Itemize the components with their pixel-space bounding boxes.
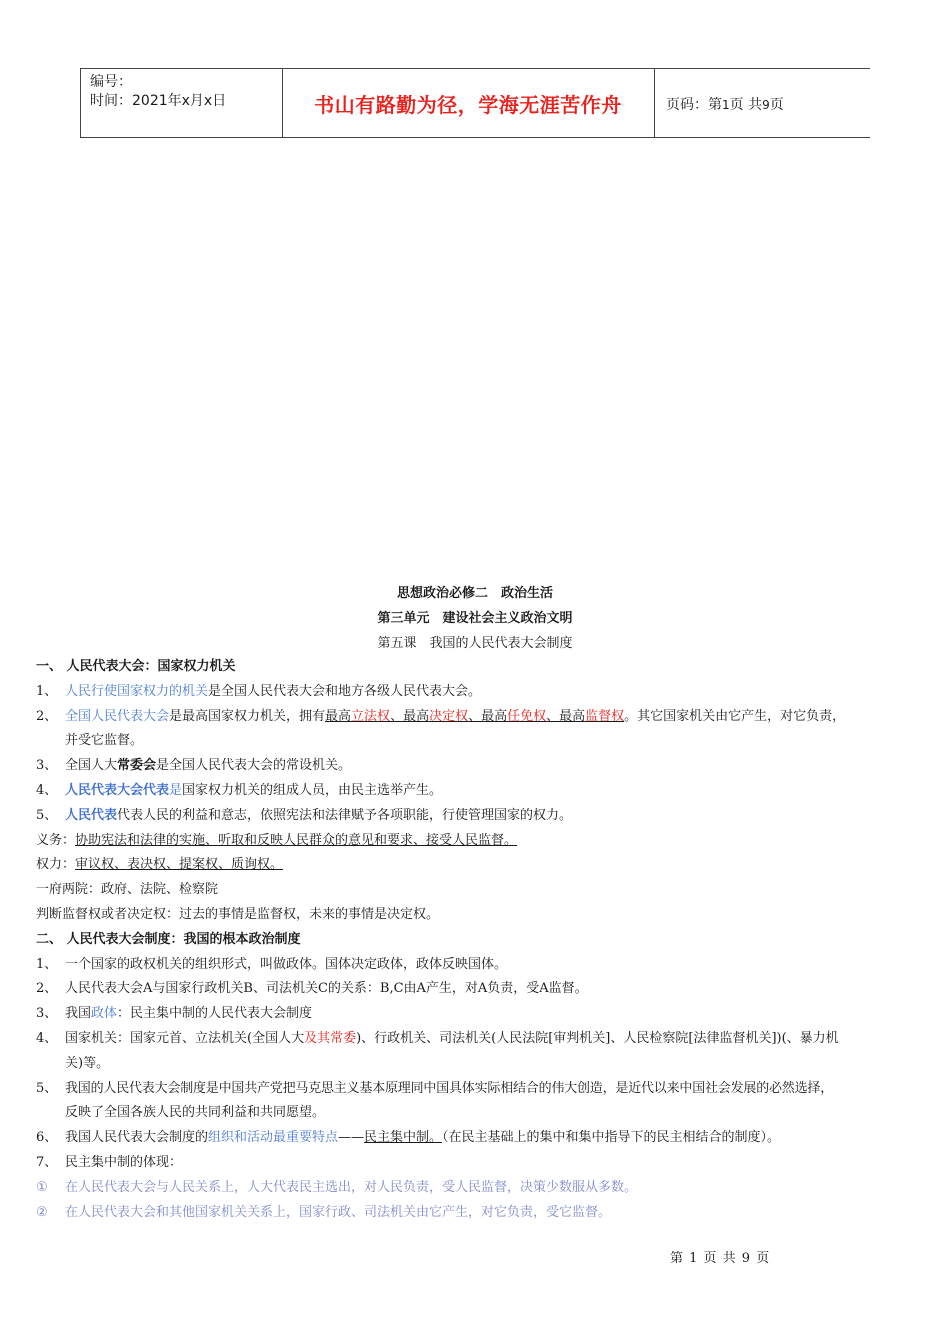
red-text: 及其常委 bbox=[304, 1030, 357, 1046]
list-item bbox=[36, 1176, 926, 1201]
item-text: 代表人民的利益和意志，依照宪法和法律赋予各项职能，行使管理国家的权力。 bbox=[117, 807, 573, 823]
item-text: )、行政机关、司法机关(人民法院[审判机关]、人民检察院[法律监督机关])(、暴力机 bbox=[356, 1030, 839, 1046]
page-code-label: 页码：第 bbox=[666, 97, 722, 113]
item-text: 人民代表大会A与国家行政机关B、司法机关C的关系：B,C由A产生，对A负责，受A监督。 bbox=[65, 981, 588, 997]
underlined-text: 民主集中制。 bbox=[364, 1130, 443, 1146]
item-text: —— bbox=[338, 1130, 365, 1146]
list-item-continuation: 反映了全国各族人民的共同利益和共同愿望。 bbox=[65, 1105, 326, 1121]
list-item bbox=[36, 1077, 926, 1102]
item-number: 3、 bbox=[36, 1006, 58, 1022]
header-motto: 书山有路勤为径，学海无涯苦作舟 bbox=[314, 93, 622, 117]
power-label: 权力： bbox=[36, 857, 76, 873]
number-label: 编号： bbox=[90, 74, 132, 90]
underlined-powers bbox=[325, 709, 624, 724]
item-number: ① bbox=[36, 1179, 48, 1195]
item-text: 、最高 bbox=[546, 708, 586, 724]
item-number: 4、 bbox=[36, 1030, 58, 1046]
item-number: 2、 bbox=[36, 708, 58, 724]
item-text: 是最高国家权力机关，拥有 bbox=[169, 708, 326, 724]
page-code-num: 1 bbox=[722, 98, 730, 112]
item-number: 7、 bbox=[36, 1154, 58, 1170]
item-text: 民主集中制的体现： bbox=[65, 1154, 183, 1170]
item-text: 最高 bbox=[325, 708, 352, 724]
item-text: 国家机关：国家元首、立法机关(全国人大 bbox=[65, 1030, 305, 1046]
item-text: 是全国人民代表大会和地方各级人民代表大会。 bbox=[208, 683, 482, 699]
duty-line bbox=[36, 829, 926, 854]
highlight-text: 组织和活动最重要特点 bbox=[208, 1130, 339, 1146]
item-text: 在人民代表大会和其他国家机关关系上，国家行政、司法机关由它产生，对它负责，受它监督。 bbox=[65, 1204, 612, 1220]
note-line: 一府两院：政府、法院、检察院 bbox=[36, 882, 219, 898]
item-number: 6、 bbox=[36, 1130, 58, 1146]
bold-text: 常委会 bbox=[117, 758, 157, 774]
item-number: 1、 bbox=[36, 956, 58, 972]
list-item bbox=[36, 953, 926, 978]
list-item bbox=[36, 1027, 926, 1052]
page-footer: 第 1 页 共 9 页 bbox=[670, 1251, 771, 1266]
list-item bbox=[36, 1151, 926, 1176]
unit-title: 第三单元 建设社会主义政治文明 bbox=[377, 611, 573, 626]
date-label: 时间：2021年x月x日 bbox=[90, 93, 227, 109]
item-text: 在人民代表大会与人民关系上，人大代表民主选出，对人民负责，受人民监督，决策少数服从多数。 bbox=[65, 1179, 638, 1195]
header-table bbox=[80, 68, 870, 138]
course-title: 思想政治必修二 政治生活 bbox=[396, 586, 553, 601]
highlight-text: 人民代表 bbox=[65, 807, 118, 823]
item-number: 3、 bbox=[36, 758, 58, 774]
item-number: 4、 bbox=[36, 782, 58, 798]
header-divider bbox=[654, 69, 655, 137]
power-line bbox=[36, 853, 926, 878]
red-text: 监督权 bbox=[585, 708, 625, 724]
item-number: 5、 bbox=[36, 807, 58, 823]
list-item bbox=[36, 804, 926, 829]
header-page-code bbox=[666, 94, 784, 114]
item-text: 全国人大 bbox=[65, 758, 118, 774]
highlight-text: 人民代表大会代表 bbox=[65, 782, 170, 798]
item-text: 我国的人民代表大会制度是中国共产党把马克思主义基本原理同中国具体实际相结合的伟大创造，是近代以来中国社会发展的必然选择， bbox=[65, 1080, 834, 1096]
section-heading: 一、 人民代表大会：国家权力机关 bbox=[36, 659, 236, 674]
highlight-text: 是 bbox=[169, 782, 183, 798]
page-code-mid: 页 共 bbox=[729, 97, 763, 113]
item-text: 。其它国家机关由它产生，对它负责， bbox=[624, 708, 846, 724]
list-item bbox=[36, 977, 926, 1002]
duty-label: 义务： bbox=[36, 832, 76, 848]
item-text: 我国 bbox=[65, 1006, 92, 1022]
section-heading: 二、 人民代表大会制度：我国的根本政治制度 bbox=[36, 931, 301, 947]
item-text: 国家权力机关的组成人员，由民主选举产生。 bbox=[182, 782, 443, 798]
item-text: 是全国人民代表大会的常设机关。 bbox=[156, 758, 352, 774]
item-number: 2、 bbox=[36, 981, 58, 997]
item-text: 、最高 bbox=[468, 708, 508, 724]
red-text: 任免权 bbox=[507, 708, 547, 724]
item-number: ② bbox=[36, 1204, 48, 1220]
item-text: 我国人民代表大会制度的 bbox=[65, 1130, 209, 1146]
duty-text: 协助宪法和法律的实施、听取和反映人民群众的意见和要求、接受人民监督。 bbox=[75, 832, 518, 848]
page-code-end: 页 bbox=[769, 97, 784, 113]
list-item bbox=[36, 1126, 926, 1151]
highlight-text: 人民行使国家权力的机关 bbox=[65, 683, 209, 699]
item-number: 1、 bbox=[36, 683, 58, 699]
highlight-text: 政体 bbox=[91, 1006, 118, 1022]
list-item bbox=[36, 705, 926, 730]
list-item bbox=[36, 1002, 926, 1027]
item-number: 5、 bbox=[36, 1080, 58, 1096]
item-text: （在民主基础上的集中和集中指导下的民主相结合的制度）。 bbox=[442, 1130, 781, 1146]
list-item bbox=[36, 1201, 926, 1226]
item-text: 、最高 bbox=[390, 708, 430, 724]
list-item bbox=[36, 754, 926, 779]
note-line: 判断监督权或者决定权：过去的事情是监督权，未来的事情是决定权。 bbox=[36, 906, 440, 922]
list-item bbox=[36, 680, 926, 705]
list-item-continuation: 关)等。 bbox=[65, 1055, 110, 1071]
document-body bbox=[36, 655, 926, 1225]
highlight-text: 全国人民代表大会 bbox=[65, 708, 170, 724]
power-text: 审议权、表决权、提案权、质询权。 bbox=[75, 857, 284, 873]
header-divider bbox=[80, 69, 81, 137]
list-item-continuation: 并受它监督。 bbox=[65, 733, 144, 749]
red-text: 决定权 bbox=[429, 708, 469, 724]
lesson-title: 第五课 我国的人民代表大会制度 bbox=[377, 636, 573, 651]
item-text: 一个国家的政权机关的组织形式，叫做政体。国体决定政体，政体反映国体。 bbox=[65, 956, 508, 972]
list-item bbox=[36, 779, 926, 804]
header-meta bbox=[90, 73, 226, 111]
red-text: 立法权 bbox=[351, 708, 391, 724]
page-code-total: 9 bbox=[762, 98, 770, 112]
item-text: ：民主集中制的人民代表大会制度 bbox=[117, 1006, 313, 1022]
